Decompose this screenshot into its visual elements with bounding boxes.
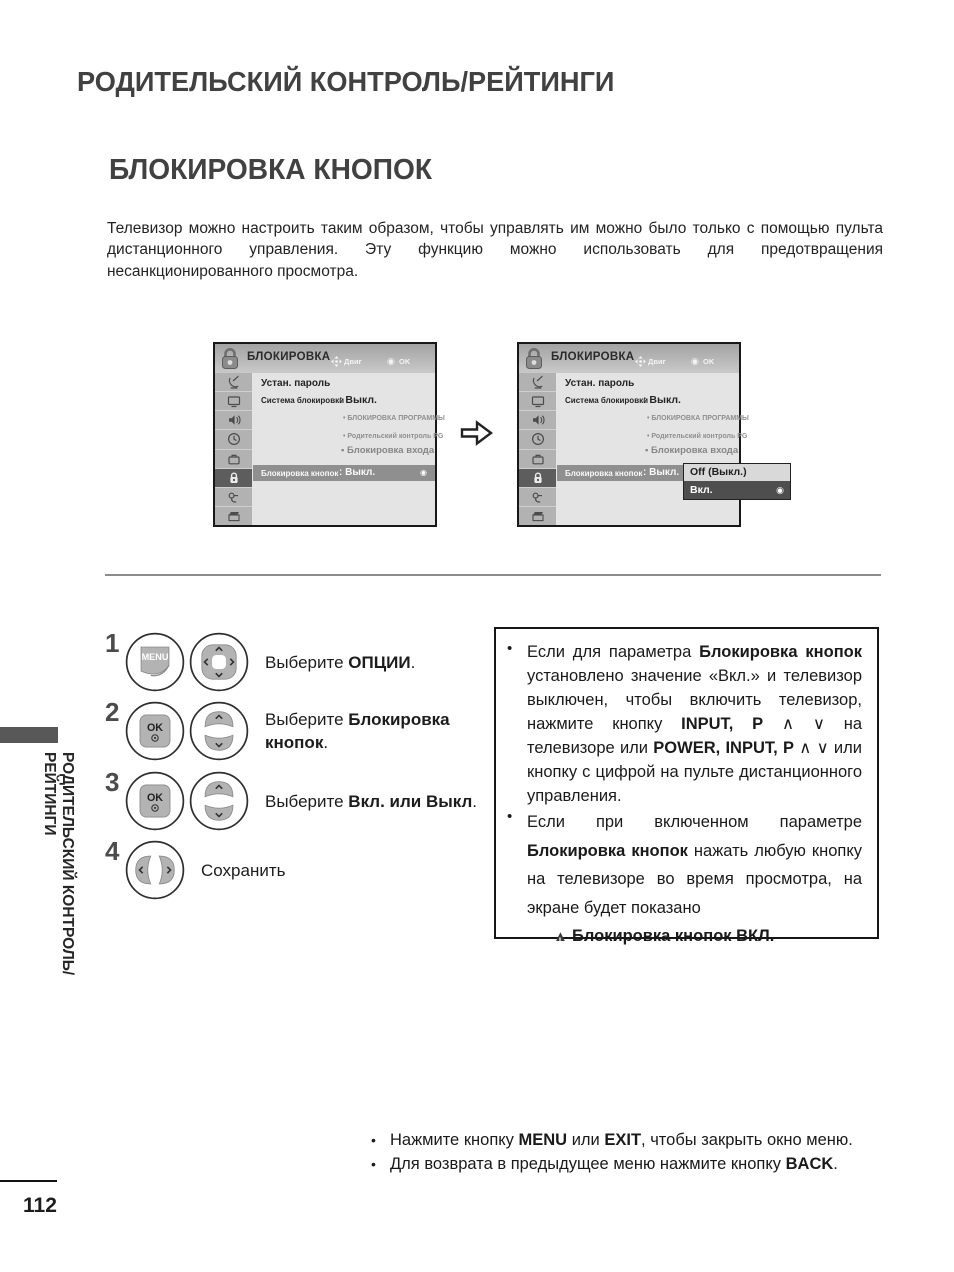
lock-icon [524,347,544,370]
svg-text:OK: OK [146,792,164,804]
audio-icon [519,411,556,429]
bullet-icon [507,808,527,952]
page-number: 112 [23,1194,57,1217]
section-title: БЛОКИРОВКА КНОПОК [109,154,433,186]
note-bullet-2 [507,808,862,952]
tv-menu-sidebar [519,373,556,525]
hint-ok-label: OK [703,357,715,366]
step-number: 2 [105,697,120,727]
tv-menu-header [519,344,739,373]
station-icon [215,373,252,391]
transition-arrow-icon [460,419,494,447]
key-lock-value: : Выкл. [339,467,376,478]
chapter-vertical-label: РОДИТЕЛЬСКИЙ КОНТРОЛЬ/ РЕЙТИНГИ [41,752,76,976]
dropdown-option-off: Off (Выкл.) [684,464,790,481]
dpad-icon [189,632,249,692]
note-box [494,627,879,945]
menu-item-lock-system-label: Система блокировки [261,396,345,405]
footer-note-text: Нажмите кнопку MENU или EXIT, чтобы закрыть окно меню. [390,1131,853,1149]
step-instruction: Сохранить [201,860,286,880]
tv-menu-body [519,373,749,525]
hint-move-label: Двиг [344,357,362,366]
lock-icon [220,347,240,370]
footer-note-2 [371,1153,853,1177]
lock-icon [519,469,556,487]
footer-note-1 [371,1129,853,1153]
step-number: 4 [105,836,120,866]
menu-subitem-parental: • Родительский контроль PG [343,433,444,440]
tv-menu-title: БЛОКИРОВКА [551,351,635,363]
chapter-tab-bar [0,727,58,743]
up-down-rocker-icon [189,701,249,761]
step-4 [105,836,416,900]
step-instruction: Выберите Блокировка кнопок. [265,710,450,752]
menu-subitem-input-block: • Блокировка входа [341,445,435,456]
menu-item-set-password: Устан. пароль [261,378,331,389]
tv-menu-items [253,373,445,525]
footer-note-text: Для возврата в предыдущее меню нажмите кнопку BACK. [390,1154,838,1173]
hint-move-label: Двиг [648,357,666,366]
step-3 [105,767,480,831]
menu-subitem-program-lock: • БЛОКИРОВКА ПРОГРАММЫ [647,415,749,422]
up-down-rocker-icon [189,771,249,831]
tv-menu-body [215,373,445,525]
footer-rule [0,1180,57,1182]
left-right-rocker-icon [125,840,185,900]
menu-item-lock-system-value: : Выкл. [339,394,377,406]
ok-circle-icon [387,356,395,367]
tv-screenshot-right [517,342,749,527]
key-lock-value: : Выкл. [643,467,680,478]
key-lock-label: Блокировка кнопок [565,469,643,478]
station-icon [519,373,556,391]
step-number: 1 [105,628,120,658]
footer-notes [371,1129,853,1176]
option-icon [519,450,556,468]
ok-button-icon [125,771,185,831]
menu-item-set-password: Устан. пароль [565,378,635,389]
time-icon [215,430,252,448]
step-instruction: Выберите Вкл. или Выкл. [265,791,478,811]
intro-paragraph: Телевизор можно настроить таким образом, чтобы управлять им можно было только с помощью пульта дистанционного управления. Эту функцию можно использовать для предотвращения несанкционированного просмотра. [107,219,883,280]
menu-item-lock-system-label: Система блокировки [565,396,649,405]
menu-button-icon [125,632,185,692]
section-divider [105,574,881,576]
key-lock-label: Блокировка кнопок [261,469,339,478]
tv-menu-header [215,344,435,373]
menu-item-key-lock-selected [253,465,435,481]
page-title: РОДИТЕЛЬСКИЙ КОНТРОЛЬ/РЕЙТИНГИ [77,66,615,97]
step-instruction: Выберите ОПЦИИ. [265,652,416,672]
note-bullet-1 [507,640,862,808]
bullet-icon [507,640,527,808]
svg-text:MENU: MENU [141,651,169,662]
step-number: 3 [105,767,120,797]
move-icon [635,356,646,367]
time-icon [519,430,556,448]
audio-icon [215,411,252,429]
key-lock-on-message: ▲ !Блокировка кнопок ВКЛ. [553,922,862,952]
picture-icon [519,392,556,410]
note-text: Если при включенном параметре Блокировка кнопок нажать любую кнопку на телевизоре во время просмотра, на экране будет показано ▲ !Блокировка кнопок ВКЛ. [527,808,862,952]
warning-icon [553,922,572,952]
step-1 [105,628,480,692]
svg-text:OK: OK [146,722,164,734]
picture-icon [215,392,252,410]
lock-icon [215,469,252,487]
hint-ok-label: OK [399,357,411,366]
input-icon [519,488,556,506]
bullet-icon [371,1129,390,1153]
media-icon [215,507,252,525]
selected-dot-icon [776,481,784,499]
move-icon [331,356,342,367]
dropdown-option-on: Вкл. ◉ [684,481,790,499]
step-2 [105,697,480,761]
tv-menu-sidebar [215,373,252,525]
bullet-icon [371,1153,390,1177]
media-icon [519,507,556,525]
ok-button-icon [125,701,185,761]
menu-subitem-parental: • Родительский контроль PG [647,433,748,440]
tv-menu-title: БЛОКИРОВКА [247,351,331,363]
ok-circle-icon [691,356,699,367]
input-icon [215,488,252,506]
note-text: Если для параметра Блокировка кнопок установлено значение «Вкл.» и телевизор выключен, чтобы включить телевизор, нажмите кнопку INPUT, P ∧ ∨ на телевизоре или POWER, INPUT, P ∧ ∨ или кнопку с цифрой на пульте дистанционного управления. [527,643,862,805]
option-icon [215,450,252,468]
menu-subitem-input-block: • Блокировка входа [645,445,739,456]
selected-dot-icon [420,468,427,477]
menu-item-lock-system-value: : Выкл. [643,394,681,406]
key-lock-dropdown [683,463,791,500]
tv-menu-items [557,373,749,525]
tv-screenshot-left [213,342,445,527]
menu-subitem-program-lock: • БЛОКИРОВКА ПРОГРАММЫ [343,415,445,422]
